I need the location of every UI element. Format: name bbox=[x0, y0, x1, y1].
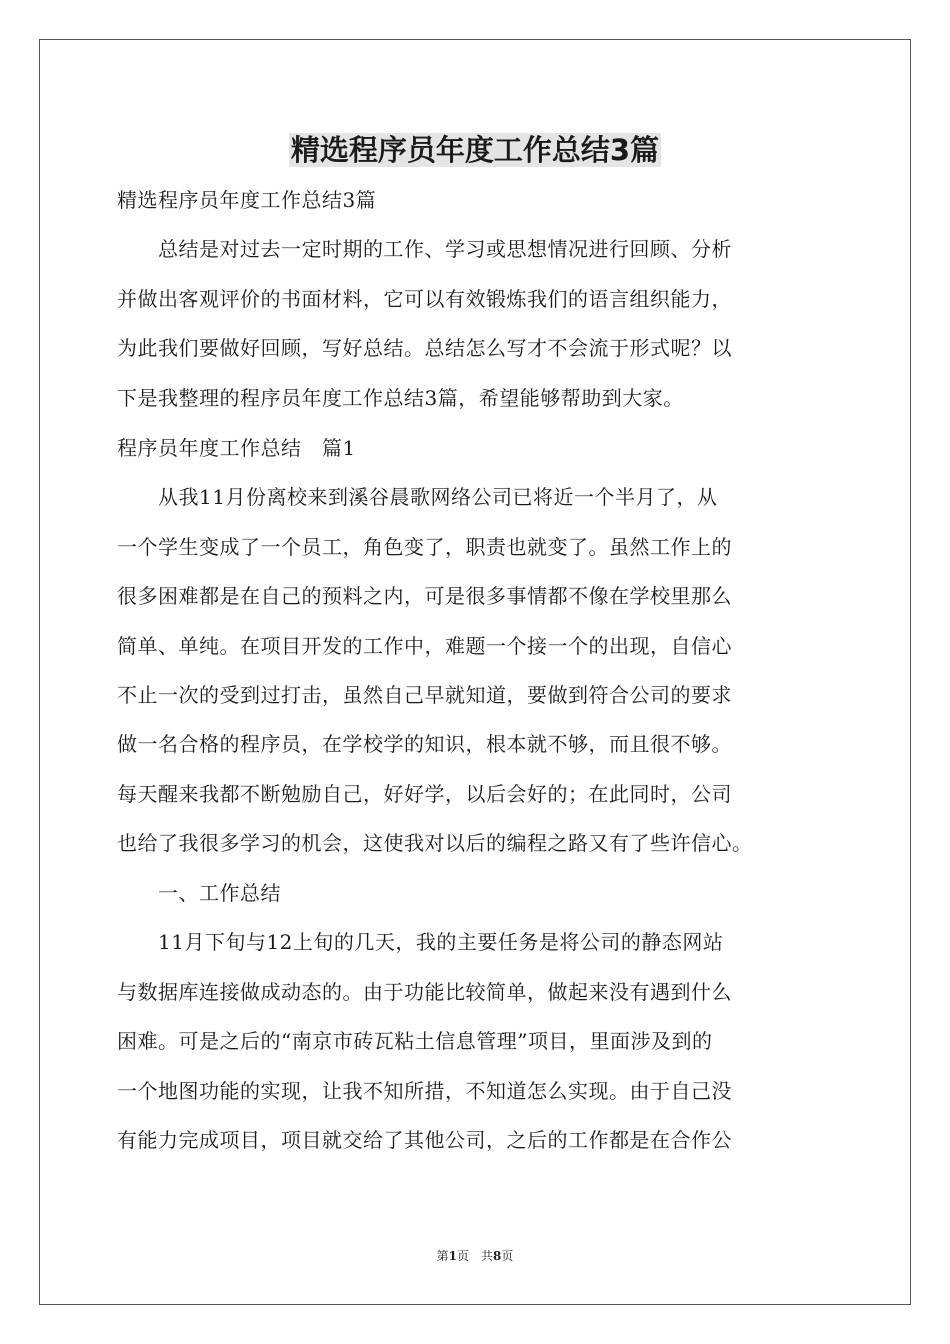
intro-line: 并做出客观评价的书面材料，它可以有效锻炼我们的语言组织能力， bbox=[117, 287, 732, 311]
page-border bbox=[39, 39, 911, 1305]
footer-page-suffix: 页 bbox=[501, 1249, 514, 1263]
paragraph-line: 简单、单纯。在项目开发的工作中，难题一个接一个的出现，自信心 bbox=[117, 634, 732, 658]
section-heading: 程序员年度工作总结 篇1 bbox=[117, 436, 356, 460]
paragraph-line: 一个地图功能的实现，让我不知所措，不知道怎么实现。由于自己没 bbox=[117, 1079, 732, 1103]
page-footer bbox=[0, 1248, 950, 1264]
document-title bbox=[0, 126, 950, 174]
paragraph-line: 与数据库连接做成动态的。由于功能比较简单，做起来没有遇到什么 bbox=[117, 980, 732, 1004]
paragraph-line: 有能力完成项目，项目就交给了其他公司，之后的工作都是在合作公 bbox=[117, 1128, 732, 1152]
document-title-text: 精选程序员年度工作总结3篇 bbox=[290, 133, 660, 167]
paragraph-line: 一个学生变成了一个员工，角色变了，职责也就变了。虽然工作上的 bbox=[117, 535, 732, 559]
paragraph-line: 11月下旬与12上旬的几天，我的主要任务是将公司的静态网站 bbox=[117, 930, 724, 954]
paragraph-line: 每天醒来我都不断勉励自己，好好学，以后会好的；在此同时，公司 bbox=[117, 782, 732, 806]
footer-page-prefix: 第 bbox=[436, 1249, 449, 1263]
paragraph-line: 做一名合格的程序员，在学校学的知识，根本就不够，而且很不够。 bbox=[117, 732, 732, 756]
footer-page-current: 1 bbox=[448, 1249, 457, 1263]
intro-line: 为此我们要做好回顾，写好总结。总结怎么写才不会流于形式呢？以 bbox=[117, 336, 732, 360]
intro-line: 下是我整理的程序员年度工作总结3篇，希望能够帮助到大家。 bbox=[117, 386, 684, 410]
paragraph-line: 也给了我很多学习的机会，这使我对以后的编程之路又有了些许信心。 bbox=[117, 831, 753, 855]
footer-page-mid: 页 共 bbox=[456, 1249, 493, 1263]
paragraph-line: 困难。可是之后的“南京市砖瓦粘土信息管理”项目，里面涉及到的 bbox=[117, 1029, 713, 1053]
paragraph-line: 从我11月份离校来到溪谷晨歌网络公司已将近一个半月了，从 bbox=[117, 485, 718, 509]
footer-page-total: 8 bbox=[493, 1249, 502, 1263]
sub-heading: 一、工作总结 bbox=[117, 881, 281, 905]
paragraph-line: 不止一次的受到过打击，虽然自己早就知道，要做到符合公司的要求 bbox=[117, 683, 732, 707]
paragraph-line: 很多困难都是在自己的预料之内，可是很多事情都不像在学校里那么 bbox=[117, 584, 732, 608]
document-subtitle: 精选程序员年度工作总结3篇 bbox=[117, 188, 377, 212]
intro-line: 总结是对过去一定时期的工作、学习或思想情况进行回顾、分析 bbox=[117, 237, 732, 261]
